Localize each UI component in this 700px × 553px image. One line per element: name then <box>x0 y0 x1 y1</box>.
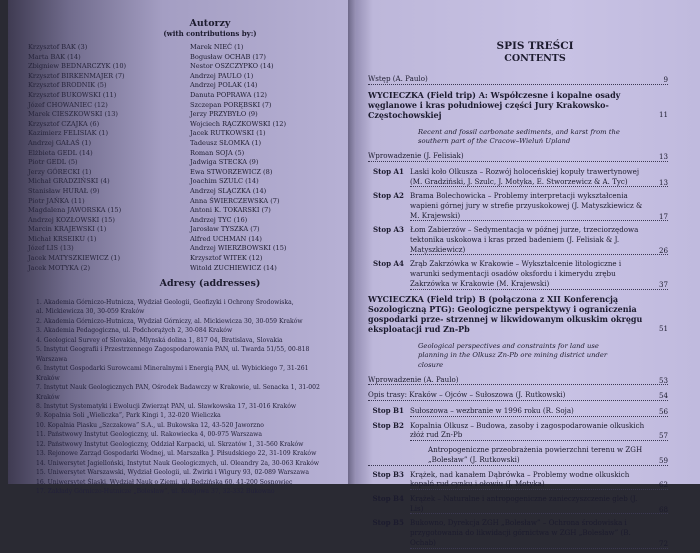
author-entry: Krzysztof CZAJKA (6) <box>28 119 100 128</box>
address-entry: 3. Akademia Pedagogiczna, ul. Podchorążych 2, 30-084 Kraków <box>36 327 233 335</box>
address-entry: 13. Rejonowe Zarząd Gospodarki Wodnej, ul. Marszałka J. Piłsudskiego 22, 31-109 Kraków <box>36 450 317 458</box>
toc-page-number: 51 <box>658 323 668 333</box>
address-entry: 17. Zakłady Górniczo-Hutnicze „Bolesław”, ul. Kolejowa 37, 32-332 Bukowno <box>36 488 275 496</box>
toc-entry-text: Geological perspectives and constraints for land use planning in the Olkusz Zn-Pb ore mining district under closure <box>418 341 608 369</box>
author-entry: Józef CHOWANIEC (12) <box>28 100 108 109</box>
toc-page-number: 53 <box>658 375 668 385</box>
author-entry: Andrzej SLĄCZKA (14) <box>190 186 267 195</box>
address-entry: 1. Akademia Górniczo-Hutnicza, Wydział Geologii, Geofizyki i Ochrony Środowiska, <box>36 299 294 306</box>
author-entry: Marek CIESZKOWSKI (13) <box>28 110 119 119</box>
toc-entry-text: Krążek, nad kanałem Dąbrówka – Problemy wodne olkuskich kopalń rud cynku i ołowiu (J. Motyka) <box>410 470 668 490</box>
author-entry: Jadwiga STECKA (9) <box>190 158 259 167</box>
toc-page-number: 26 <box>658 245 668 255</box>
toc-entry <box>368 342 668 371</box>
author-entry: Józef LIS (13) <box>28 244 74 253</box>
author-entry: Michał KRSEIKU (1) <box>28 234 97 243</box>
author-entry: Joachim SZULC (14) <box>190 177 259 186</box>
address-entry: 8. Instytut Systematyki i Ewolucji Zwierząt PAN, ul. Sławkowska 17, 31-016 Kraków <box>36 402 297 410</box>
author-entry: Kazimierz FELISIAK (1) <box>28 129 109 138</box>
addresses-list <box>36 298 346 497</box>
author-entry: Marcin KRAJEWSKI (1) <box>28 225 107 234</box>
author-entry: Bogusław OCHAB (17) <box>190 52 266 61</box>
address-entry: 14. Uniwersytet Jagielloński, Instytut Nauk Geologicznych, ul. Oleandry 2a, 30-063 Kraków <box>36 459 319 467</box>
toc-entry-text: Antropogeniczne przeobrażenia powierzchni terenu w ZGH „Bolesław” (J. Rutkowski) <box>368 445 668 465</box>
author-entry: Anna ŚWIERCZEWSKA (7) <box>190 196 280 205</box>
author-entry: Antoni K. TOKARSKI (7) <box>190 206 271 215</box>
toc-page-number: 17 <box>658 211 668 221</box>
toc-page-number: 13 <box>658 177 668 187</box>
toc-stop-code: Stop A2 <box>372 191 404 201</box>
toc-entry-text: Laski koło Olkusza – Rozwój holoceńskiej kopuły trawertynowej (M. Gradziński, J. Szulc, J. Motyka, E. Stworzewicz & A. Tyc) <box>410 167 668 187</box>
toc-entry <box>368 151 668 162</box>
author-entry: Wojciech RĄCZKOWSKI (12) <box>190 119 287 128</box>
author-entry: Michał GRADZIŃSKI (4) <box>28 177 110 186</box>
authors-title: Autorzy <box>189 18 231 29</box>
address-entry: 10. Kopalnia Piasku „Szczakowa” S.A., ul. Bukowska 12, 43-520 Jaworzno <box>36 421 264 429</box>
toc-stop-code: Stop B3 <box>372 469 404 479</box>
toc-page-number: 57 <box>658 431 668 441</box>
author-entry: Ewa STWORZEWICZ (8) <box>190 167 273 176</box>
toc-page-number: 56 <box>658 407 668 417</box>
toc-stop-code: Stop A3 <box>372 225 404 235</box>
toc-entry <box>368 406 668 417</box>
address-entry: Warszawa <box>36 355 68 363</box>
toc-entry-text: Krążek – Naturalne i antropogeniczne zanieczyszczenie gleb (J. Lis) <box>410 494 668 514</box>
author-entry: Jacek MOTYKA (2) <box>28 263 91 272</box>
author-entry: Jacek MATYSZKIEWICZ (1) <box>28 254 121 263</box>
author-entry: Roman SOJA (5) <box>190 148 245 157</box>
address-entry: 12. Państwowy Instytut Geologiczny, Oddział Karpacki, ul. Skrzatów 1, 31-560 Kraków <box>36 440 304 448</box>
book-spine <box>348 0 356 484</box>
address-entry: 4. Geological Survey of Slovakia, Mlynská dolina 1, 817 04, Bratislava, Slovakia <box>36 336 283 344</box>
toc-entry-text: Sułoszowa – wezbranie w 1996 roku (R. Soja) <box>410 406 668 417</box>
toc-stop-code: Stop A1 <box>372 166 404 176</box>
toc-page-number: 13 <box>658 152 668 162</box>
toc-entry-text: Recent and fossil carbonate sediments, and karst from the southern part of the Cracow–Wieluń Upland <box>418 127 620 146</box>
toc-page-number: 11 <box>658 110 668 119</box>
author-entry: Andrzej WIERZBOWSKI (15) <box>190 244 287 253</box>
author-entry: Piotr GEDL (5) <box>28 158 78 167</box>
toc-entry <box>368 294 668 334</box>
authors-column-1 <box>28 43 126 273</box>
author-entry: Magdalena JAWORSKA (15) <box>28 206 122 215</box>
address-entry: 2. Akademia Górniczo-Hutnicza, Wydział Górniczy, al. Mickiewicza 30, 30-059 Kraków <box>36 317 303 325</box>
toc-page-number: 54 <box>658 391 668 401</box>
author-entry: Piotr JAŃKA (11) <box>28 196 85 205</box>
toc-entry <box>368 167 668 187</box>
toc-entry-text: Łom Zabierzów – Sedymentacja w późnej jurze, trzeciorzędowa tektonika uskokowa i kras przed badeniem (J. Felisiak & J. Matyszkiewicz) <box>410 225 668 255</box>
author-entry: Alfred UCHMAN (14) <box>190 234 262 243</box>
toc-entry <box>368 225 668 255</box>
address-entry: al. Mickiewicza 30, 30-059 Kraków <box>36 308 145 316</box>
toc-entry-text: Opis trasy: Kraków – Ojców – Sułoszowa (J. Rutkowski) <box>368 390 668 401</box>
toc-entry-text: Brama Bolechowicka – Problemy interpretacji wykształcenia wapieni górnej jury w strefie przyuskokowej (J. Matyszkiewicz & M. Krajewski) <box>410 191 668 221</box>
table-of-contents <box>368 74 668 553</box>
toc-entry <box>368 375 668 386</box>
author-entry: Elżbieta GEDL (14) <box>28 148 93 157</box>
toc-entry <box>368 128 668 147</box>
author-entry: Marek NIEĆ (1) <box>190 43 244 51</box>
toc-stop-code: Stop A4 <box>372 259 404 269</box>
toc-subtitle: CONTENTS <box>504 53 566 64</box>
toc-entry <box>368 90 668 120</box>
toc-entry <box>368 445 668 465</box>
toc-page-number: 72 <box>658 538 668 548</box>
toc-page-number: 68 <box>658 504 668 514</box>
toc-page-number: 37 <box>658 279 668 289</box>
toc-entry-text: Zrąb Zakrzówka w Krakowie – Wykształcenie litologiczne i warunki sedymentacji osadów oksfordu i kimerydu zrębu Zakrzówka w Krakowie (M. Krajewski) <box>410 259 668 289</box>
toc-title: SPIS TREŚCI <box>496 40 574 52</box>
author-entry: Jerzy PRZYBYŁO (9) <box>190 110 258 119</box>
address-entry: 16. Uniwersytet Śląski, Wydział Nauk o Ziemi, ul. Będzińska 60, 41-200 Sosnowiec <box>36 478 293 486</box>
author-entry: Danuta POPRAWA (12) <box>190 90 267 99</box>
toc-entry-text: Wprowadzenie (A. Paulo) <box>368 375 668 386</box>
toc-entry <box>368 470 668 490</box>
author-entry: Krzysztof BIRKENMAJER (7) <box>28 71 125 80</box>
author-entry: Zbigniew BEDNARCZYK (10) <box>28 62 127 71</box>
author-entry: Jarosław TYSZKA (7) <box>190 225 260 234</box>
toc-entry <box>368 259 668 289</box>
toc-entry-text: Kopalnia Olkusz – Budowa, zasoby i zagospodarowanie olkuskich złóż rud Zn-Pb <box>410 421 668 441</box>
toc-entry-text: WYCIECZKA (Field trip) A: Współczesne i kopalne osady węglanowe i kras południowej części Jury Krakowsko-Częstochowskiej <box>368 89 621 120</box>
toc-entry-text: Bukowno, Dyrekcja ZGH „Bolesław” – Ochrona środowiska i przygotowania do likwidacji górnictwa w ZGH „Bolesław” (B. Ochab) <box>410 518 668 548</box>
address-entry: Kraków <box>36 374 60 382</box>
addresses-title: Adresy (addresses) <box>159 278 261 289</box>
author-entry: Tadeusz SŁOMKA (1) <box>190 138 262 147</box>
address-entry: 7. Instytut Nauk Geologicznych PAN, Ośrodek Badawczy w Krakowie, ul. Senacka 1, 31-002 <box>36 384 320 392</box>
toc-entry-text: WYCIECZKA (Field trip) B (połączona z XII Konferencją Sozologiczną PTG): Geologiczne perspektywy i ograniczenia gospodarki prze- strzennej w likwidowanym olkuskim okręgu eksploatacji rud Zn-Pb <box>368 293 643 334</box>
author-entry: Nestor OSZCZYPKO (14) <box>190 62 274 71</box>
address-entry: 5. Instytut Geografii i Przestrzennego Zagospodarowania PAN, ul. Twarda 51/55, 00-818 <box>36 346 310 354</box>
author-entry: Marta BAK (14) <box>28 52 81 61</box>
toc-page-number: 9 <box>663 75 668 84</box>
author-entry: Krzysztof BRODNIK (5) <box>28 81 107 90</box>
author-entry: Stanisław HURAŁ (9) <box>28 186 100 195</box>
author-entry: Krzysztof BAK (3) <box>28 43 88 51</box>
author-entry: Andrzej KOZŁOWSKI (15) <box>28 215 115 224</box>
toc-stop-code: Stop B5 <box>372 518 404 528</box>
toc-page-number: 59 <box>658 455 668 465</box>
address-entry: Kraków <box>36 393 60 401</box>
toc-page-number: 62 <box>658 480 668 490</box>
author-entry: Jacek RUTKOWSKI (1) <box>190 129 266 138</box>
author-entry: Andrzej POLAK (14) <box>190 81 258 90</box>
toc-entry <box>368 390 668 401</box>
toc-stop-code: Stop B1 <box>372 406 404 416</box>
author-entry: Andrzej PAULO (1) <box>190 71 254 80</box>
author-entry: Krzysztof WITEK (12) <box>190 254 263 263</box>
author-entry: Krzysztof BUKOWSKI (11) <box>28 90 117 99</box>
author-entry: Andrzej TYC (16) <box>190 215 248 224</box>
author-entry: Andrzej GAŁAŚ (1) <box>28 138 92 147</box>
address-entry: 9. Kopalnia Soli „Wieliczka”, Park Kingi 1, 32-020 Wieliczka <box>36 412 221 420</box>
toc-entry <box>368 421 668 441</box>
toc-entry <box>368 191 668 221</box>
toc-stop-code: Stop B4 <box>372 493 404 503</box>
author-entry: Szczepan PORĘBSKI (7) <box>190 100 272 109</box>
authors-column-2 <box>190 43 286 273</box>
author-entry: Witold ZUCHIEWICZ (14) <box>190 263 277 272</box>
toc-stop-code: Stop B2 <box>372 420 404 430</box>
address-entry: 11. Państwowy Instytut Geologiczny, ul. Rakowiecka 4, 00-975 Warszawa <box>36 431 262 439</box>
author-entry: Jerzy GÓRECKI (1) <box>28 167 92 176</box>
toc-entry-text: Wprowadzenie (J. Felisiak) <box>368 151 668 162</box>
address-entry: 6. Instytut Gospodarki Surowcami Mineralnymi i Energią PAN, ul. Wybickiego 7, 31-261 <box>36 365 309 373</box>
toc-entry-text: Wstęp (A. Paulo) <box>368 74 668 85</box>
toc-entry <box>368 518 668 548</box>
toc-entry <box>368 494 668 514</box>
toc-entry <box>368 74 668 85</box>
address-entry: 15. Uniwersytet Warszawski, Wydział Geologii, ul. Żwirki i Wigury 93, 02-089 Warszawa <box>36 469 309 477</box>
authors-subtitle: (with contributions by:) <box>163 29 257 38</box>
